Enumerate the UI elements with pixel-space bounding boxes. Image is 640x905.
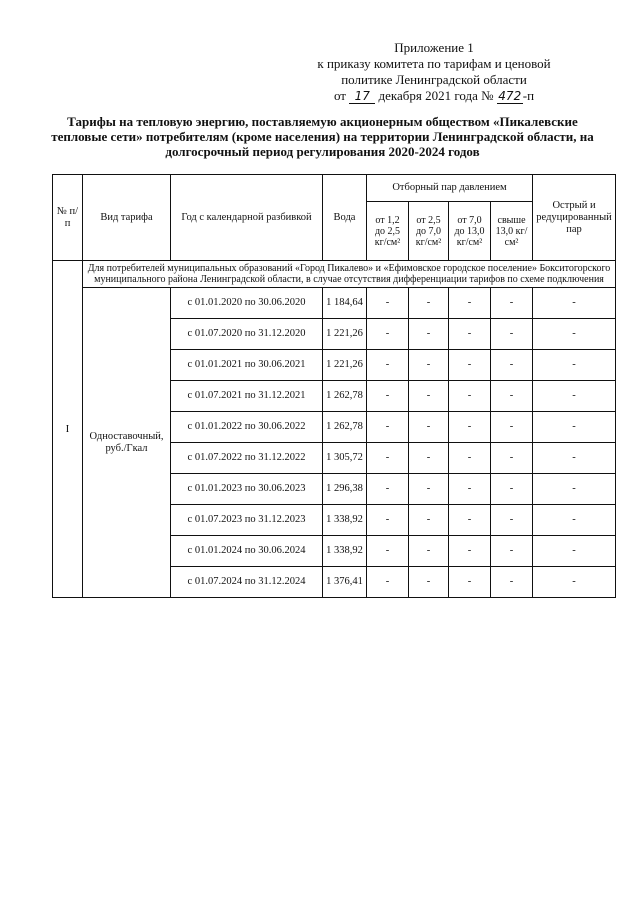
header-year: Год с календарной разбивкой <box>171 175 323 261</box>
empty-tariff-cell: - <box>409 536 449 567</box>
empty-tariff-cell: - <box>409 319 449 350</box>
empty-tariff-cell: - <box>491 381 533 412</box>
empty-tariff-cell: - <box>491 288 533 319</box>
empty-tariff-cell: - <box>491 350 533 381</box>
empty-tariff-cell: - <box>533 412 616 443</box>
empty-tariff-cell: - <box>409 474 449 505</box>
empty-tariff-cell: - <box>533 381 616 412</box>
empty-tariff-cell: - <box>491 474 533 505</box>
table-row <box>53 288 616 319</box>
period-cell: с 01.07.2023 по 31.12.2023 <box>171 505 323 536</box>
appendix-date-line <box>284 88 584 104</box>
empty-tariff-cell: - <box>533 443 616 474</box>
period-cell: с 01.01.2021 по 30.06.2021 <box>171 350 323 381</box>
empty-tariff-cell: - <box>449 412 491 443</box>
header-pressure-4: свыше 13,0 кг/см² <box>491 202 533 261</box>
header-pressure-3: от 7,0 до 13,0 кг/см² <box>449 202 491 261</box>
header-water: Вода <box>323 175 367 261</box>
empty-tariff-cell: - <box>367 412 409 443</box>
empty-tariff-cell: - <box>449 567 491 598</box>
empty-tariff-cell: - <box>409 567 449 598</box>
empty-tariff-cell: - <box>533 567 616 598</box>
period-cell: с 01.01.2020 по 30.06.2020 <box>171 288 323 319</box>
appendix-header <box>284 40 584 104</box>
number-suffix: -п <box>522 88 535 103</box>
period-cell: с 01.01.2023 по 30.06.2023 <box>171 474 323 505</box>
appendix-committee-line: политике Ленинградской области <box>341 72 527 87</box>
empty-tariff-cell: - <box>533 505 616 536</box>
empty-tariff-cell: - <box>491 505 533 536</box>
empty-tariff-cell: - <box>449 443 491 474</box>
water-tariff-cell: 1 221,26 <box>323 319 367 350</box>
appendix-order-line: к приказу комитета по тарифам и ценовой <box>317 56 551 71</box>
empty-tariff-cell: - <box>449 505 491 536</box>
water-tariff-cell: 1 221,26 <box>323 350 367 381</box>
document-title: Тарифы на тепловую энергию, поставляемую акционерным обществом «Пикалевские тепловые сети» потребителям (кроме населения) на территории Ленинградской области, на долгосрочный период регулирования 2020-2024 годов <box>51 114 594 159</box>
period-cell: с 01.01.2022 по 30.06.2022 <box>171 412 323 443</box>
section-number: I <box>53 261 83 598</box>
empty-tariff-cell: - <box>367 288 409 319</box>
water-tariff-cell: 1 305,72 <box>323 443 367 474</box>
water-tariff-cell: 1 296,38 <box>323 474 367 505</box>
empty-tariff-cell: - <box>409 412 449 443</box>
empty-tariff-cell: - <box>367 443 409 474</box>
empty-tariff-cell: - <box>409 288 449 319</box>
header-pressure-2: от 2,5 до 7,0 кг/см² <box>409 202 449 261</box>
period-cell: с 01.07.2021 по 31.12.2021 <box>171 381 323 412</box>
water-tariff-cell: 1 262,78 <box>323 381 367 412</box>
water-tariff-cell: 1 376,41 <box>323 567 367 598</box>
empty-tariff-cell: - <box>491 536 533 567</box>
date-month-year: декабря 2021 года № <box>378 88 494 103</box>
empty-tariff-cell: - <box>491 412 533 443</box>
empty-tariff-cell: - <box>409 443 449 474</box>
period-cell: с 01.07.2020 по 31.12.2020 <box>171 319 323 350</box>
empty-tariff-cell: - <box>449 381 491 412</box>
water-tariff-cell: 1 184,64 <box>323 288 367 319</box>
empty-tariff-cell: - <box>367 381 409 412</box>
empty-tariff-cell: - <box>449 350 491 381</box>
empty-tariff-cell: - <box>409 381 449 412</box>
empty-tariff-cell: - <box>367 567 409 598</box>
empty-tariff-cell: - <box>533 319 616 350</box>
period-cell: с 01.07.2024 по 31.12.2024 <box>171 567 323 598</box>
empty-tariff-cell: - <box>367 536 409 567</box>
section-row <box>53 261 616 288</box>
empty-tariff-cell: - <box>533 474 616 505</box>
empty-tariff-cell: - <box>409 350 449 381</box>
header-pressure-1: от 1,2 до 2,5 кг/см² <box>367 202 409 261</box>
empty-tariff-cell: - <box>367 474 409 505</box>
empty-tariff-cell: - <box>491 443 533 474</box>
empty-tariff-cell: - <box>449 288 491 319</box>
water-tariff-cell: 1 262,78 <box>323 412 367 443</box>
water-tariff-cell: 1 338,92 <box>323 536 367 567</box>
header-num: № п/п <box>53 175 83 261</box>
water-tariff-cell: 1 338,92 <box>323 505 367 536</box>
empty-tariff-cell: - <box>449 319 491 350</box>
period-cell: с 01.01.2024 по 30.06.2024 <box>171 536 323 567</box>
empty-tariff-cell: - <box>367 505 409 536</box>
empty-tariff-cell: - <box>533 288 616 319</box>
empty-tariff-cell: - <box>533 536 616 567</box>
tariff-type-cell: Одноставочный, руб./Гкал <box>83 288 171 598</box>
handwritten-day: 17 <box>349 90 375 104</box>
empty-tariff-cell: - <box>449 474 491 505</box>
header-steam-group: Отборный пар давлением <box>367 175 533 202</box>
handwritten-number: 472 <box>498 89 522 103</box>
tariff-table <box>52 174 616 598</box>
empty-tariff-cell: - <box>449 536 491 567</box>
empty-tariff-cell: - <box>409 505 449 536</box>
date-prefix: от <box>333 88 346 103</box>
section-description: Для потребителей муниципальных образований «Город Пикалево» и «Ефимовское городское поселение» Бокситогорского муниципального района Ленинградской области, в случае отсутствия дифференциации тарифов по схеме подключения <box>83 261 616 288</box>
empty-tariff-cell: - <box>367 350 409 381</box>
empty-tariff-cell: - <box>533 350 616 381</box>
header-tariff-type: Вид тарифа <box>83 175 171 261</box>
empty-tariff-cell: - <box>491 319 533 350</box>
empty-tariff-cell: - <box>367 319 409 350</box>
period-cell: с 01.07.2022 по 31.12.2022 <box>171 443 323 474</box>
header-sharp-steam: Острый и редуцированный пар <box>533 175 616 261</box>
appendix-title: Приложение 1 <box>394 40 474 55</box>
empty-tariff-cell: - <box>491 567 533 598</box>
